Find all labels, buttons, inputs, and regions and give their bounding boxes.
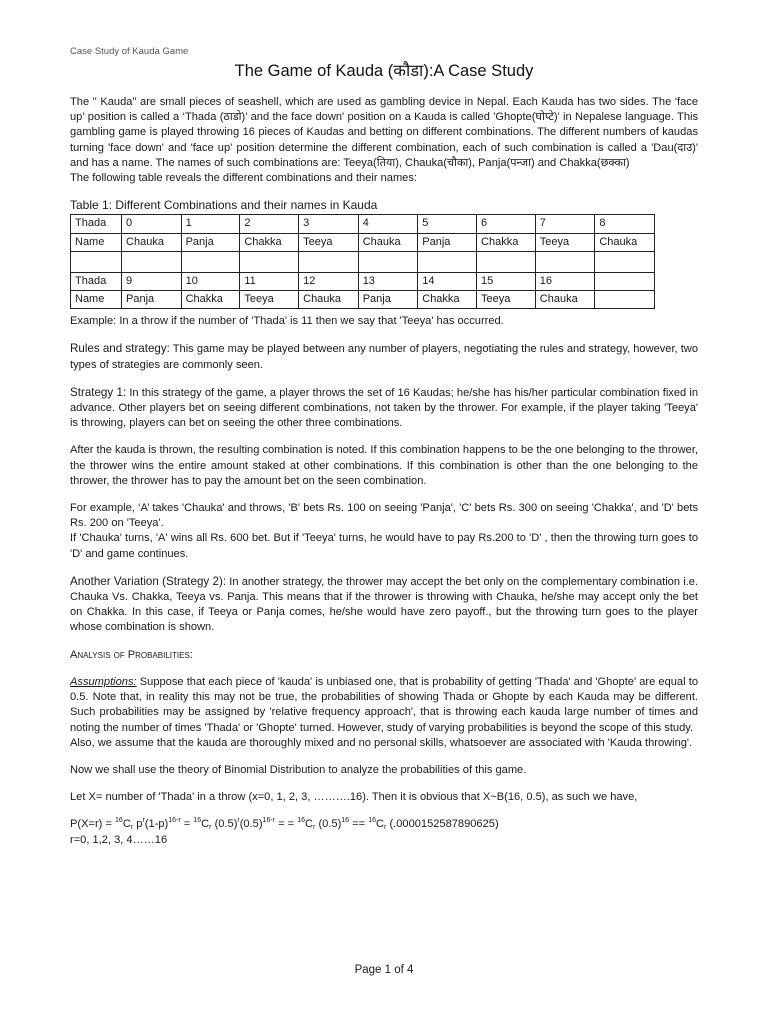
table-cell: Teeya: [535, 233, 595, 251]
strategy1-example: For example, ‘A’ takes 'Chauka' and throws, 'B' bets Rs. 100 on seeing 'Panja', 'C' bets Rs. 300 on seeing 'Chakka', and 'D' bets Rs. 200 on 'Teeya'.: [70, 502, 698, 530]
table-cell: Chakka: [418, 291, 477, 309]
rules-heading: Rules and strategy:: [70, 342, 170, 356]
table-cell: Teeya: [477, 291, 536, 309]
document-body: [70, 95, 698, 848]
table-row: [71, 233, 655, 251]
running-header: Case Study of Kauda Game: [70, 46, 189, 57]
table-caption: Table 1: Different Combinations and their names in Kauda: [70, 198, 378, 213]
page-number: Page 1 of 4: [354, 964, 414, 976]
row-label: Name: [71, 291, 122, 309]
table-cell: Chauka: [122, 233, 182, 251]
table-cell: [595, 291, 655, 309]
combinations-table: [70, 214, 655, 309]
rules-paragraph: [70, 341, 698, 372]
row-label: Thada: [71, 215, 122, 233]
table-cell: 9: [122, 272, 182, 290]
strategy2-heading: Another Variation (Strategy 2):: [70, 574, 227, 588]
table-cell: [595, 272, 655, 290]
document-title: The Game of Kauda (कौडा):A Case Study: [234, 62, 534, 80]
table-spacer-row: [71, 251, 655, 272]
table-cell: 7: [535, 215, 595, 233]
assumptions-extra: Also, we assume that the kauda are thoroughly mixed and no personal skills, whatsoever are associated with 'Kauda throwing'.: [70, 736, 693, 749]
table-cell: Chakka: [477, 233, 536, 251]
table-cell: Teeya: [299, 233, 359, 251]
table-cell: Chauka: [595, 233, 655, 251]
strategy1-outcome: After the kauda is thrown, the resulting combination is noted. If this combination happens to be the one belonging to the thrower, the thrower wins the entire amount staked at other combinations. If this combination is other than the one belonging to the thrower, the thrower has to pay the amount bet on the seen combination.: [70, 444, 698, 487]
strategy2-text: In another strategy, the thrower may accept the bet only on the complementary combination i.e. Chauka Vs. Chakka, Teeya vs. Panja. This means that if the thrower is throwing with Chauka, he/she may accept only the bet on Chakka. In this case, if Teeya or Panja comes, he/she would have zero payoff., but the throwing turn goes to the player whose combination is shown.: [70, 575, 698, 634]
table-cell: 12: [299, 272, 359, 290]
strategy1-example-result: If 'Chauka' turns, 'A' wins all Rs. 600 bet. But if 'Teeya' turns, he would have to pay Rs.200 to 'D' , then the throwing turn goes to 'D' and game continues.: [70, 532, 698, 560]
table-cell: 0: [122, 215, 182, 233]
table-row: [71, 272, 655, 290]
table-cell: 3: [299, 215, 359, 233]
table-cell: 16: [535, 272, 595, 290]
table-cell: 1: [181, 215, 240, 233]
assumptions-text: Suppose that each piece of 'kauda' is unbiased one, that is probability of getting 'Thada' and 'Ghopte' are equal to 0.5. Note that, in reality this may not be true, the probabilities of showing Thada or Ghopte by each Kauda may be different. Such probabilities may be assigned by 'relative frequency approach', that is throwing each kauda large number of times and noting the number of times 'Thada' or 'Ghopte' turned. However, study of varying probabilities is beyond the scope of this study.: [70, 675, 698, 734]
analysis-heading: Analysis of Probabilities:: [70, 648, 193, 661]
strategy2-paragraph: [70, 574, 698, 636]
table-cell: 14: [418, 272, 477, 290]
row-label: Name: [71, 233, 122, 251]
table-cell: Panja: [122, 291, 182, 309]
table-cell: Chauka: [358, 233, 418, 251]
intro-table-lead: The following table reveals the different combinations and their names:: [70, 172, 417, 185]
table-cell: Chauka: [299, 291, 359, 309]
table-cell: 4: [358, 215, 418, 233]
strategy1-text: In this strategy of the game, a player throws the set of 16 Kaudas; he/she has his/her particular combination fixed in advance. Other players bet on seeing different combinations, not taken by the thrower. For example, if the player taking 'Teeya' is throwing, players can bet on seeing the other three combinations.: [70, 386, 698, 430]
assumptions-paragraph: [70, 675, 698, 736]
table-cell: Chauka: [535, 291, 595, 309]
table-cell: 10: [181, 272, 240, 290]
strategy1-heading: Strategy 1:: [70, 385, 127, 399]
table-cell: 11: [240, 272, 299, 290]
table-row: [71, 215, 655, 233]
table-cell: Teeya: [240, 291, 299, 309]
table-cell: Panja: [418, 233, 477, 251]
table-cell: 2: [240, 215, 299, 233]
table-cell: 8: [595, 215, 655, 233]
table-row: [71, 291, 655, 309]
table-cell: Chakka: [240, 233, 299, 251]
binomial-intro: Now we shall use the theory of Binomial Distribution to analyze the probabilities of this game.: [70, 763, 527, 776]
table-cell: Panja: [181, 233, 240, 251]
assumptions-heading: Assumptions:: [70, 675, 137, 688]
table-cell: 5: [418, 215, 477, 233]
intro-paragraph: The " Kauda" are small pieces of seashell, which are used as gambling device in Nepal. Each Kauda has two sides. The 'face up' position is called a ‘Thada (ठाडो)’ and the face down' position on a Kauda is called 'Ghopte(घोप्टे)' in Nepalese language. This gambling game is played throwing 16 pieces of Kaudas and betting on different combinations. The different numbers of kaudas turning 'face down' and 'face up' position determine the different combination, each of such combination is called a 'Dau(दाउ)' and has a name. The names of such combinations are: Teeya(तिया), Chauka(चौका), Panja(पन्जा) and Chakka(छक्का): [70, 96, 698, 169]
table-cell: 6: [477, 215, 536, 233]
probability-formula: $P(X=r) = ^{16}C_r$ $p^r(1-p)^{16-r} = ^{16}C_r$ $(0.5)^r(0.5)^{16-r}$ = = $^{16}C_r$ $(0.5)^{16} == ^{16}C_r$ (.0000152587890625): [70, 817, 499, 832]
table-cell: Panja: [358, 291, 418, 309]
table-cell: 13: [358, 272, 418, 290]
rules-text: This game may be played between any number of players, negotiating the rules and strategy, however, two types of strategies are commonly seen.: [70, 343, 698, 371]
row-label: Thada: [71, 272, 122, 290]
table-cell: Chakka: [181, 291, 240, 309]
strategy1-paragraph: [70, 385, 698, 432]
r-range: r=0, 1,2, 3, 4……16: [70, 833, 168, 846]
random-variable-definition: Let X= number of 'Thada' in a throw (x=0, 1, 2, 3, ……….16). Then it is obvious that X~B(16, 0.5), as such we have,: [70, 791, 638, 804]
table-example: Example: In a throw if the number of 'Thada' is 11 then we say that 'Teeya' has occurred.: [70, 315, 504, 328]
table-cell: 15: [477, 272, 536, 290]
